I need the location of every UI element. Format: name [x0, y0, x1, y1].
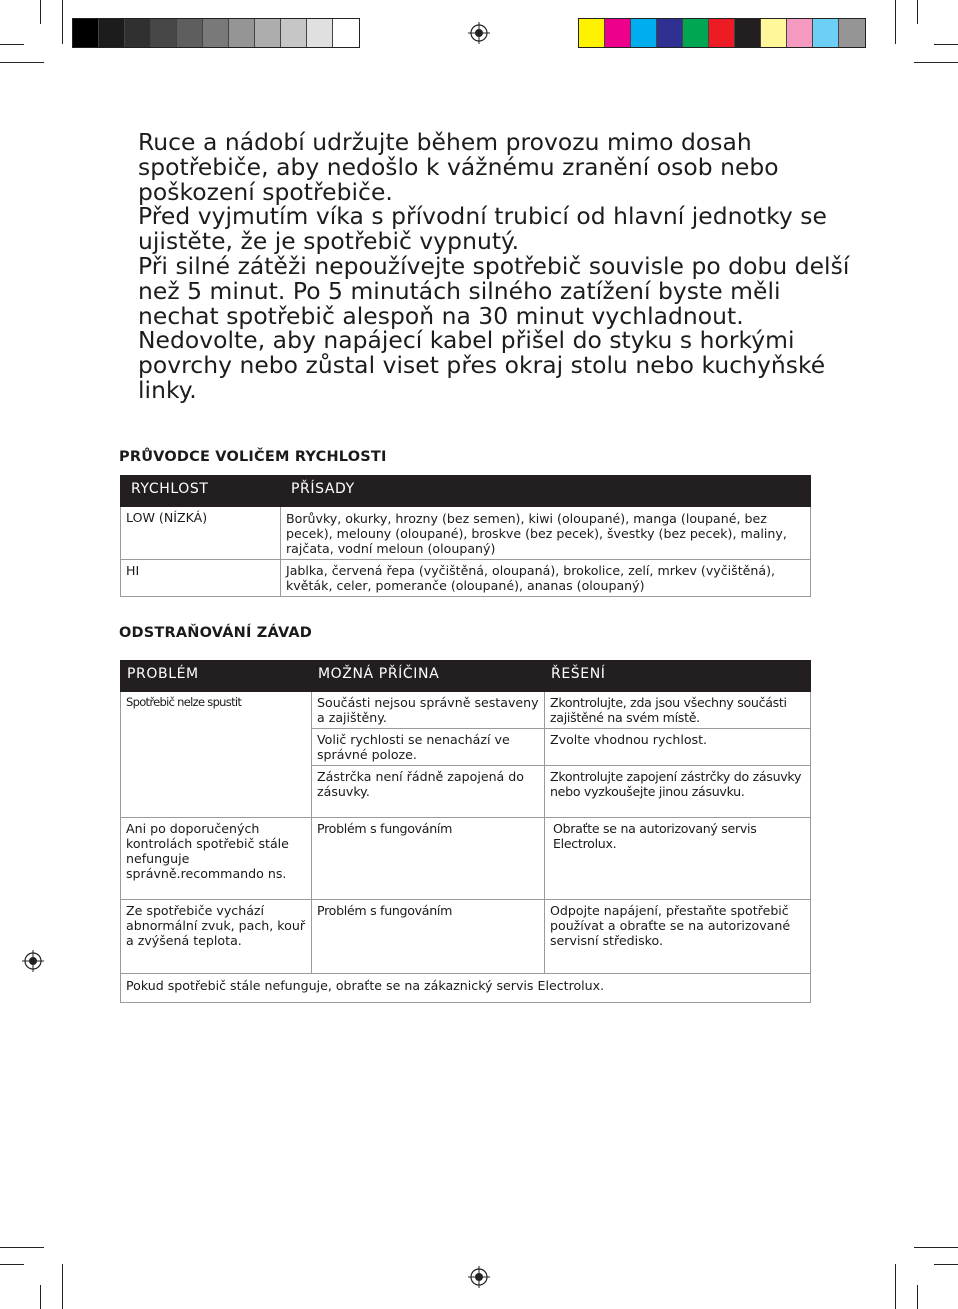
color-swatch	[683, 19, 709, 47]
solution-cell: Obraťte se na autorizovaný servis Electrolux.	[545, 818, 811, 900]
speed-guide-title: PRŮVODCE VOLIČEM RYCHLOSTI	[119, 449, 387, 465]
color-swatch	[579, 19, 605, 47]
gray-swatch	[281, 19, 307, 47]
instruction-paragraph: Nedovolte, aby napájecí kabel přišel do styku s horkými povrchy nebo zůstal viset přes okraj stolu nebo kuchyňské linky.	[138, 326, 826, 404]
color-swatch	[735, 19, 761, 47]
crop-mark	[40, 1285, 41, 1309]
crop-mark	[917, 1285, 918, 1309]
solution-cell: Zkontrolujte, zda jsou všechny součásti zajištěné na svém místě.	[545, 692, 811, 729]
crop-mark	[0, 1264, 24, 1265]
crop-mark	[914, 1247, 958, 1248]
crop-mark	[0, 44, 24, 45]
solution-cell: Zkontrolujte zapojení zástrčky do zásuvky nebo vyzkoušejte jinou zásuvku.	[545, 766, 811, 818]
problem-cell: Ani po doporučených kontrolách spotřebič stále nefunguje správně.recommando ns.	[121, 818, 312, 900]
color-swatch	[813, 19, 839, 47]
gray-swatch	[125, 19, 151, 47]
ingredients-cell: Jablka, červená řepa (vyčištěná, oloupaná), brokolice, zelí, mrkev (vyčištěná), květák, celer, pomeranče (oloupané), ananas (oloupaný)	[281, 560, 811, 597]
crop-mark	[40, 0, 41, 24]
crop-mark	[914, 62, 958, 63]
problem-cell: Ze spotřebiče vychází abnormální zvuk, pach, kouř a zvýšená teplota.	[121, 900, 312, 974]
troubleshooting-title: ODSTRAŇOVÁNÍ ZÁVAD	[119, 625, 313, 641]
cause-cell: Problém s fungováním	[312, 818, 545, 900]
registration-mark-icon	[468, 1266, 490, 1288]
crop-mark	[0, 1247, 44, 1248]
speed-header: RYCHLOST	[121, 476, 281, 507]
instruction-paragraph: Před vyjmutím víka s přívodní trubicí od hlavní jednotky se ujistěte, že je spotřebič vypnutý.	[138, 202, 827, 256]
gray-swatch	[229, 19, 255, 47]
color-swatch	[657, 19, 683, 47]
troubleshooting-table	[120, 660, 811, 1003]
cause-cell: Volič rychlosti se nenachází ve správné poloze.	[312, 729, 545, 766]
color-swatch	[787, 19, 813, 47]
color-swatch	[839, 19, 865, 47]
gray-swatch	[99, 19, 125, 47]
crop-mark	[0, 62, 44, 63]
safety-instructions	[138, 130, 868, 403]
grayscale-calibration-bar	[72, 18, 360, 48]
problem-cell: Spotřebič nelze spustit	[121, 692, 312, 818]
instruction-paragraph: Ruce a nádobí udržujte během provozu mimo dosah spotřebiče, aby nedošlo k vážnému zranění osob nebo poškození spotřebiče.	[138, 128, 779, 206]
speed-cell: LOW (NÍZKÁ)	[121, 507, 281, 560]
crop-mark	[62, 1264, 63, 1309]
gray-swatch	[333, 19, 359, 47]
cause-header: MOŽNÁ PŘÍČINA	[312, 661, 545, 692]
cause-cell: Zástrčka není řádně zapojená do zásuvky.	[312, 766, 545, 818]
solution-header: ŘEŠENÍ	[545, 661, 811, 692]
gray-swatch	[307, 19, 333, 47]
cause-cell: Součásti nejsou správně sestaveny a zajištěny.	[312, 692, 545, 729]
crop-mark	[62, 0, 63, 44]
crop-mark	[934, 44, 958, 45]
ingredients-header: PŘÍSADY	[281, 476, 811, 507]
gray-swatch	[177, 19, 203, 47]
cause-cell: Problém s fungováním	[312, 900, 545, 974]
crop-mark	[895, 1264, 896, 1309]
crop-mark	[895, 0, 896, 44]
footer-note: Pokud spotřebič stále nefunguje, obraťte se na zákaznický servis Electrolux.	[121, 974, 811, 1003]
color-swatch	[631, 19, 657, 47]
instruction-paragraph: Při silné zátěži nepoužívejte spotřebič souvisle po dobu delší než 5 minut. Po 5 minutách silného zatížení byste měli nechat spotřebič alespoň na 30 minut vychladnout.	[138, 251, 850, 330]
color-calibration-bar	[578, 18, 866, 48]
crop-mark	[934, 1264, 958, 1265]
gray-swatch	[151, 19, 177, 47]
registration-mark-icon	[468, 22, 490, 44]
gray-swatch	[255, 19, 281, 47]
registration-mark-icon	[22, 950, 44, 972]
solution-cell: Zvolte vhodnou rychlost.	[545, 729, 811, 766]
problem-header: PROBLÉM	[121, 661, 312, 692]
crop-mark	[917, 0, 918, 24]
speed-guide-table	[120, 475, 811, 597]
color-swatch	[761, 19, 787, 47]
gray-swatch	[203, 19, 229, 47]
ingredients-cell: Borůvky, okurky, hrozny (bez semen), kiwi (oloupané), manga (loupané, bez pecek), melouny (oloupané), broskve (bez pecek), švestky (bez pecek), maliny, rajčata, vodní meloun (oloupaný)	[281, 507, 811, 560]
color-swatch	[605, 19, 631, 47]
speed-cell: HI	[121, 560, 281, 597]
color-swatch	[709, 19, 735, 47]
gray-swatch	[73, 19, 99, 47]
solution-cell: Odpojte napájení, přestaňte spotřebič používat a obraťte se na autorizované servisní středisko.	[545, 900, 811, 974]
